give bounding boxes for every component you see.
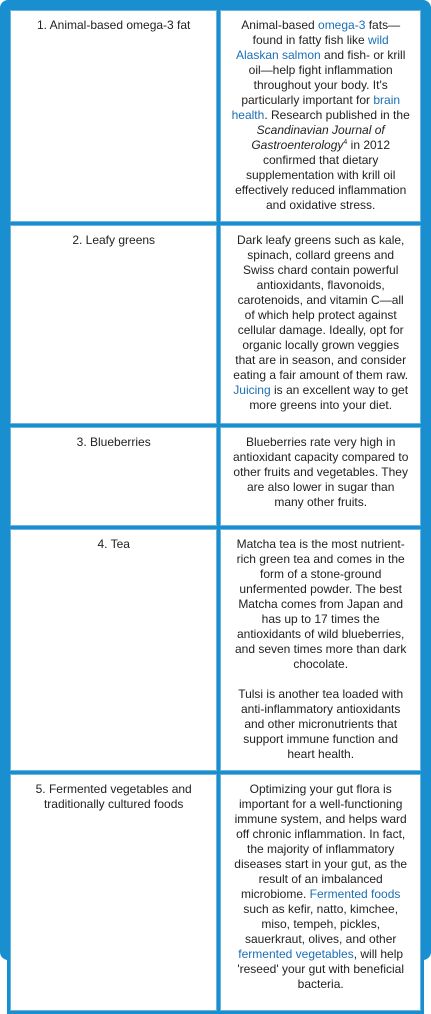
description-text: fats—found in fatty fish like [252,18,401,47]
table-row [10,10,421,222]
food-name-cell [10,427,217,526]
citation-number: 4 [343,139,348,146]
table-row [10,427,421,526]
description-text: Animal-based [241,18,319,32]
inline-link[interactable]: fermented vegetables [238,947,354,961]
table-row [10,774,421,1011]
journal-title: Scandinavian Journal of Gastroenterology [251,123,385,152]
food-name-cell [10,225,217,424]
description-text: in 2012 confirmed that dietary supplementation with krill oil effectively reduced inflammation and oxidative stress. [235,138,407,212]
food-description-cell [220,427,421,526]
food-name: 3. Blueberries [76,435,151,449]
food-name-cell [10,529,217,771]
food-name: 1. Animal-based omega-3 fat [36,18,191,32]
inline-link[interactable]: Juicing [233,383,271,397]
food-description-cell [220,774,421,1011]
table-row [10,529,421,771]
description-text: such as kefir, natto, kimchee, miso, tempeh, pickles, sauerkraut, olives, and other [243,902,399,946]
food-description-cell [220,10,421,222]
description-text: Tulsi is another tea loaded with anti-inflammatory antioxidants and other micronutrients that support immune function and heart health. [238,687,404,761]
food-name: 5. Fermented vegetables and traditionally cultured foods [35,782,192,811]
table-row [10,225,421,424]
food-name-cell [10,10,217,222]
inline-link[interactable]: Fermented foods [309,887,401,901]
food-name: 4. Tea [97,537,130,551]
food-name-cell [10,774,217,1011]
paragraph-gap [231,672,410,687]
inline-link[interactable]: omega-3 [318,18,366,32]
description-text: . Research published in the [264,108,410,122]
description-text: Dark leafy greens such as kale, spinach, collard greens and Swiss chard contain powerful antioxidants, flavonoids, carotenoids, and vitamin C—all of which help protect against cellular damage. Ideally, opt for organic locally grown veggies that are in season, and consider eating a fair amount of them raw. [233,233,409,382]
inline-link[interactable]: wild Alaskan salmon [235,33,389,62]
description-text: Blueberries rate very high in antioxidant capacity compared to other fruits and vegetables. They are also lower in sugar than many other fruits. [232,435,409,509]
inline-link[interactable]: brain health [231,93,401,122]
food-name: 2. Leafy greens [72,233,156,247]
description-text: Matcha tea is the most nutrient-rich green tea and comes in the form of a stone-ground unfermented powder. The best Matcha comes from Japan and has up to 17 times the antioxidants of wild blueberries, and seven times more than dark chocolate. [234,537,407,671]
description-text: and fish- or krill oil—help fight inflammation throughout your body. It's particularly important for [241,48,406,107]
description-text: Optimizing your gut flora is important for a well-functioning immune system, and helps ward off chronic inflammation. In fact, the majority of inflammatory diseases start in your gut, as the result of an imbalanced microbiome. [234,782,408,901]
food-description-cell [220,225,421,424]
food-description-cell [220,529,421,771]
description-text: is an excellent way to get more greens into your diet. [249,383,409,412]
anti-inflammatory-foods-table [7,7,424,1014]
description-text: , will help 'reseed' your gut with beneficial bacteria. [237,947,405,991]
